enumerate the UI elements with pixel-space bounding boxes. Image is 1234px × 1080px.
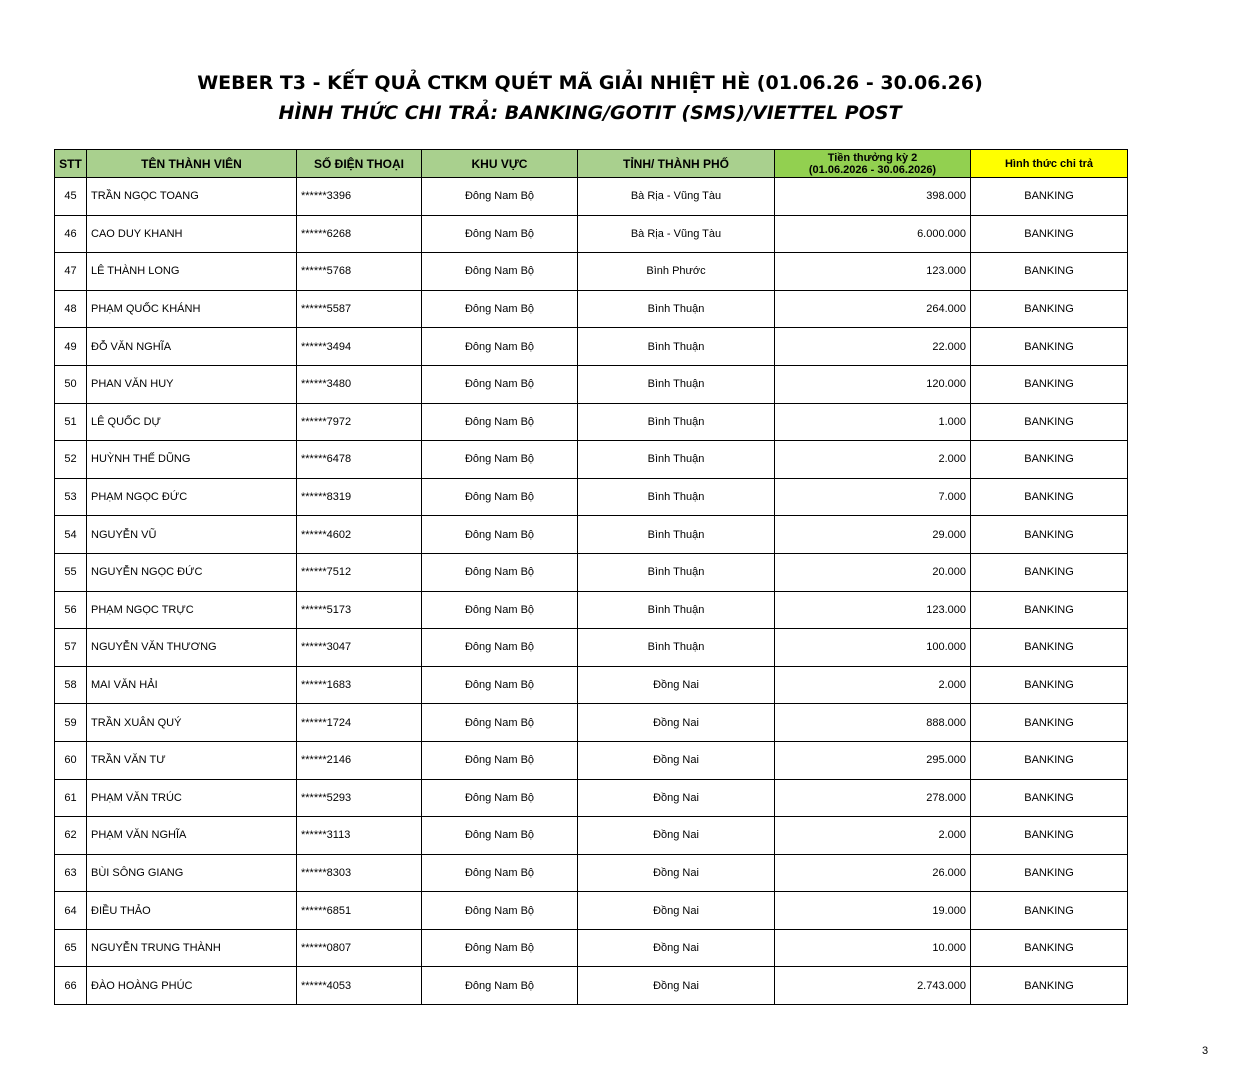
cell-region: Đông Nam Bộ	[422, 817, 578, 855]
cell-province: Bình Thuận	[578, 290, 775, 328]
cell-payment: BANKING	[971, 629, 1128, 667]
cell-phone: ******1724	[297, 704, 422, 742]
cell-name: MAI VĂN HẢI	[87, 666, 297, 704]
cell-payment: BANKING	[971, 967, 1128, 1005]
table-row	[55, 478, 1128, 516]
table-body	[55, 178, 1128, 1005]
cell-amount: 22.000	[775, 328, 971, 366]
cell-phone: ******3396	[297, 178, 422, 216]
cell-phone: ******5293	[297, 779, 422, 817]
cell-stt: 64	[55, 892, 87, 930]
cell-stt: 63	[55, 854, 87, 892]
cell-phone: ******6268	[297, 215, 422, 253]
table-row	[55, 290, 1128, 328]
cell-phone: ******7512	[297, 553, 422, 591]
cell-region: Đông Nam Bộ	[422, 178, 578, 216]
cell-stt: 51	[55, 403, 87, 441]
cell-name: HUỲNH THẾ DŨNG	[87, 441, 297, 479]
cell-province: Bình Thuận	[578, 478, 775, 516]
cell-phone: ******8319	[297, 478, 422, 516]
cell-region: Đông Nam Bộ	[422, 403, 578, 441]
results-table	[54, 149, 1128, 1005]
cell-phone: ******2146	[297, 741, 422, 779]
cell-payment: BANKING	[971, 253, 1128, 291]
cell-province: Đồng Nai	[578, 741, 775, 779]
cell-payment: BANKING	[971, 929, 1128, 967]
cell-phone: ******0807	[297, 929, 422, 967]
cell-payment: BANKING	[971, 779, 1128, 817]
table-row	[55, 817, 1128, 855]
cell-amount: 888.000	[775, 704, 971, 742]
cell-province: Bình Thuận	[578, 403, 775, 441]
table-row	[55, 365, 1128, 403]
table-row	[55, 441, 1128, 479]
cell-region: Đông Nam Bộ	[422, 779, 578, 817]
cell-amount: 295.000	[775, 741, 971, 779]
cell-payment: BANKING	[971, 215, 1128, 253]
cell-name: PHẠM NGỌC TRỰC	[87, 591, 297, 629]
cell-amount: 2.000	[775, 666, 971, 704]
cell-stt: 53	[55, 478, 87, 516]
cell-name: PHẠM NGỌC ĐỨC	[87, 478, 297, 516]
header-amount-line1: Tiền thưởng kỳ 2	[827, 151, 918, 164]
cell-name: ĐỖ VĂN NGHĨA	[87, 328, 297, 366]
table-row	[55, 666, 1128, 704]
cell-payment: BANKING	[971, 591, 1128, 629]
cell-province: Đồng Nai	[578, 704, 775, 742]
cell-region: Đông Nam Bộ	[422, 478, 578, 516]
cell-region: Đông Nam Bộ	[422, 666, 578, 704]
table-row	[55, 516, 1128, 554]
cell-name: CAO DUY KHANH	[87, 215, 297, 253]
cell-amount: 20.000	[775, 553, 971, 591]
cell-province: Đồng Nai	[578, 892, 775, 930]
cell-region: Đông Nam Bộ	[422, 290, 578, 328]
cell-phone: ******5173	[297, 591, 422, 629]
cell-stt: 57	[55, 629, 87, 667]
cell-stt: 45	[55, 178, 87, 216]
cell-amount: 123.000	[775, 253, 971, 291]
cell-name: ĐIỀU THẢO	[87, 892, 297, 930]
cell-amount: 7.000	[775, 478, 971, 516]
cell-province: Bình Thuận	[578, 591, 775, 629]
cell-name: PHẠM VĂN TRÚC	[87, 779, 297, 817]
header-payment: Hình thức chi trả	[971, 150, 1128, 178]
cell-province: Đồng Nai	[578, 779, 775, 817]
cell-region: Đông Nam Bộ	[422, 892, 578, 930]
cell-stt: 50	[55, 365, 87, 403]
cell-region: Đông Nam Bộ	[422, 441, 578, 479]
cell-amount: 10.000	[775, 929, 971, 967]
cell-province: Đồng Nai	[578, 854, 775, 892]
cell-province: Đồng Nai	[578, 967, 775, 1005]
cell-payment: BANKING	[971, 290, 1128, 328]
cell-stt: 65	[55, 929, 87, 967]
cell-region: Đông Nam Bộ	[422, 253, 578, 291]
cell-phone: ******5587	[297, 290, 422, 328]
cell-name: NGUYỄN NGỌC ĐỨC	[87, 553, 297, 591]
cell-province: Bình Thuận	[578, 516, 775, 554]
document-title: WEBER T3 - KẾT QUẢ CTKM QUÉT MÃ GIẢI NHIỆT HÈ (01.06.26 - 30.06.26)	[197, 72, 983, 94]
cell-amount: 29.000	[775, 516, 971, 554]
cell-phone: ******3494	[297, 328, 422, 366]
cell-amount: 264.000	[775, 290, 971, 328]
cell-phone: ******3480	[297, 365, 422, 403]
header-province: TỈNH/ THÀNH PHỐ	[578, 150, 775, 178]
cell-phone: ******4053	[297, 967, 422, 1005]
header-amount	[775, 150, 971, 178]
cell-payment: BANKING	[971, 478, 1128, 516]
cell-region: Đông Nam Bộ	[422, 741, 578, 779]
table-row	[55, 929, 1128, 967]
cell-name: NGUYỄN VŨ	[87, 516, 297, 554]
cell-province: Bà Rịa - Vũng Tàu	[578, 178, 775, 216]
cell-payment: BANKING	[971, 553, 1128, 591]
cell-name: BÙI SÔNG GIANG	[87, 854, 297, 892]
cell-stt: 60	[55, 741, 87, 779]
cell-province: Bà Rịa - Vũng Tàu	[578, 215, 775, 253]
table-row	[55, 553, 1128, 591]
cell-name: NGUYỄN VĂN THƯƠNG	[87, 629, 297, 667]
cell-amount: 2.000	[775, 441, 971, 479]
table-header-row	[55, 150, 1128, 178]
cell-region: Đông Nam Bộ	[422, 967, 578, 1005]
cell-amount: 2.000	[775, 817, 971, 855]
cell-payment: BANKING	[971, 328, 1128, 366]
cell-province: Bình Thuận	[578, 629, 775, 667]
cell-region: Đông Nam Bộ	[422, 365, 578, 403]
cell-payment: BANKING	[971, 178, 1128, 216]
cell-amount: 123.000	[775, 591, 971, 629]
cell-region: Đông Nam Bộ	[422, 328, 578, 366]
cell-stt: 58	[55, 666, 87, 704]
cell-payment: BANKING	[971, 704, 1128, 742]
cell-stt: 66	[55, 967, 87, 1005]
cell-region: Đông Nam Bộ	[422, 215, 578, 253]
table-row	[55, 215, 1128, 253]
cell-phone: ******6478	[297, 441, 422, 479]
cell-payment: BANKING	[971, 516, 1128, 554]
cell-phone: ******1683	[297, 666, 422, 704]
cell-stt: 56	[55, 591, 87, 629]
cell-payment: BANKING	[971, 892, 1128, 930]
cell-province: Bình Thuận	[578, 328, 775, 366]
cell-region: Đông Nam Bộ	[422, 854, 578, 892]
table-row	[55, 629, 1128, 667]
cell-stt: 52	[55, 441, 87, 479]
cell-region: Đông Nam Bộ	[422, 553, 578, 591]
cell-name: TRẦN VĂN TƯ	[87, 741, 297, 779]
cell-name: TRẦN XUÂN QUÝ	[87, 704, 297, 742]
cell-stt: 46	[55, 215, 87, 253]
cell-name: ĐÀO HOÀNG PHÚC	[87, 967, 297, 1005]
cell-amount: 120.000	[775, 365, 971, 403]
cell-province: Đồng Nai	[578, 666, 775, 704]
table-row	[55, 403, 1128, 441]
cell-name: PHẠM QUỐC KHÁNH	[87, 290, 297, 328]
header-stt: STT	[55, 150, 87, 178]
cell-phone: ******7972	[297, 403, 422, 441]
table-row	[55, 328, 1128, 366]
header-amount-line2: (01.06.2026 - 30.06.2026)	[808, 163, 937, 176]
table-row	[55, 854, 1128, 892]
cell-stt: 62	[55, 817, 87, 855]
cell-stt: 48	[55, 290, 87, 328]
header-region: KHU VỰC	[422, 150, 578, 178]
cell-region: Đông Nam Bộ	[422, 591, 578, 629]
table-row	[55, 178, 1128, 216]
cell-payment: BANKING	[971, 403, 1128, 441]
cell-amount: 278.000	[775, 779, 971, 817]
cell-name: PHAN VĂN HUY	[87, 365, 297, 403]
table-row	[55, 892, 1128, 930]
cell-stt: 54	[55, 516, 87, 554]
cell-province: Bình Phước	[578, 253, 775, 291]
cell-amount: 100.000	[775, 629, 971, 667]
cell-amount: 398.000	[775, 178, 971, 216]
cell-phone: ******3047	[297, 629, 422, 667]
cell-name: LÊ QUỐC DỰ	[87, 403, 297, 441]
cell-stt: 47	[55, 253, 87, 291]
cell-amount: 1.000	[775, 403, 971, 441]
cell-payment: BANKING	[971, 365, 1128, 403]
table-row	[55, 591, 1128, 629]
cell-phone: ******8303	[297, 854, 422, 892]
cell-amount: 19.000	[775, 892, 971, 930]
document-subtitle: HÌNH THỨC CHI TRẢ: BANKING/GOTIT (SMS)/VIETTEL POST	[278, 102, 902, 124]
cell-stt: 61	[55, 779, 87, 817]
table-row	[55, 253, 1128, 291]
cell-province: Bình Thuận	[578, 441, 775, 479]
cell-payment: BANKING	[971, 741, 1128, 779]
cell-name: PHẠM VĂN NGHĨA	[87, 817, 297, 855]
cell-province: Đồng Nai	[578, 817, 775, 855]
cell-payment: BANKING	[971, 441, 1128, 479]
cell-name: NGUYỄN TRUNG THÀNH	[87, 929, 297, 967]
cell-amount: 2.743.000	[775, 967, 971, 1005]
cell-payment: BANKING	[971, 817, 1128, 855]
cell-phone: ******3113	[297, 817, 422, 855]
cell-stt: 55	[55, 553, 87, 591]
cell-name: LÊ THÀNH LONG	[87, 253, 297, 291]
cell-stt: 49	[55, 328, 87, 366]
page-number: 3	[1202, 1045, 1209, 1057]
cell-payment: BANKING	[971, 666, 1128, 704]
table-row	[55, 741, 1128, 779]
cell-amount: 6.000.000	[775, 215, 971, 253]
cell-amount: 26.000	[775, 854, 971, 892]
header-name: TÊN THÀNH VIÊN	[87, 150, 297, 178]
cell-province: Bình Thuận	[578, 553, 775, 591]
cell-payment: BANKING	[971, 854, 1128, 892]
cell-province: Đồng Nai	[578, 929, 775, 967]
cell-region: Đông Nam Bộ	[422, 516, 578, 554]
cell-province: Bình Thuận	[578, 365, 775, 403]
table-row	[55, 967, 1128, 1005]
table-row	[55, 704, 1128, 742]
header-phone: SỐ ĐIỆN THOẠI	[297, 150, 422, 178]
cell-region: Đông Nam Bộ	[422, 929, 578, 967]
cell-phone: ******4602	[297, 516, 422, 554]
cell-region: Đông Nam Bộ	[422, 629, 578, 667]
cell-phone: ******5768	[297, 253, 422, 291]
table-row	[55, 779, 1128, 817]
cell-phone: ******6851	[297, 892, 422, 930]
cell-stt: 59	[55, 704, 87, 742]
cell-name: TRẦN NGỌC TOANG	[87, 178, 297, 216]
cell-region: Đông Nam Bộ	[422, 704, 578, 742]
